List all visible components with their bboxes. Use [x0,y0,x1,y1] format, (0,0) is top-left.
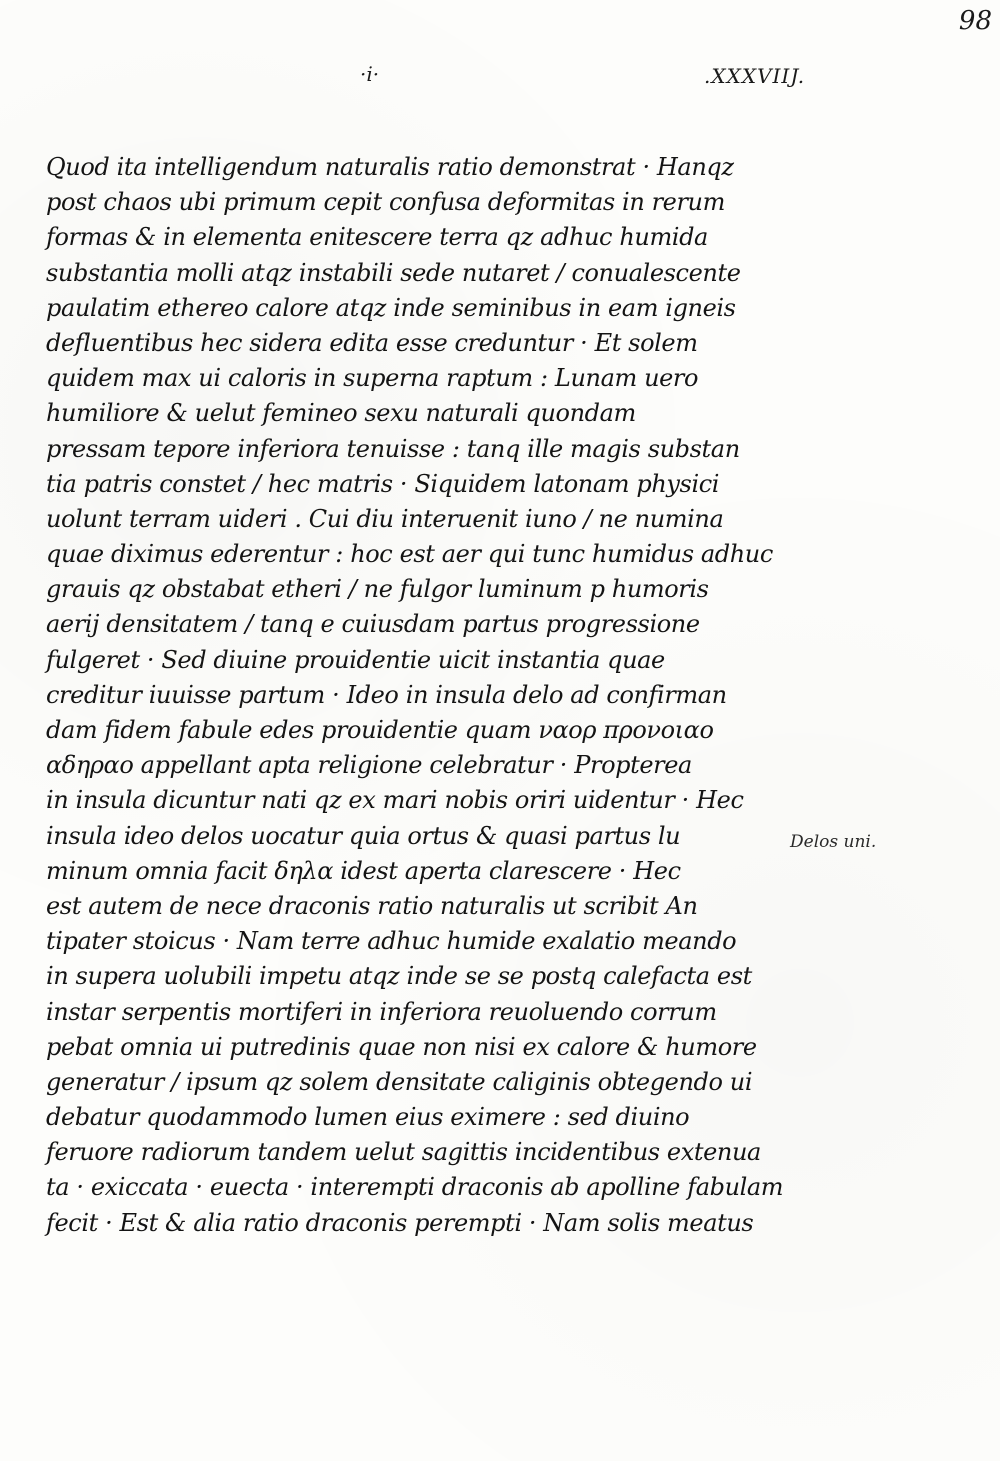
text-line: grauis qz obstabat etheri / ne fulgor luminum p humoris [46,575,709,604]
text-line: est autem de nece draconis ratio naturalis ut scribit An [46,891,698,920]
text-line: fecit · Est & alia ratio draconis perempti · Nam solis meatus [46,1208,754,1237]
text-line: αδηραο appellant apta religione celebratur · Propterea [46,751,692,780]
text-line: uolunt terram uideri . Cui diu interuenit iuno / ne numina [46,504,724,533]
text-line: fulgeret · Sed diuine prouidentie uicit instantia quae [46,645,665,674]
text-line: in supera uolubili impetu atqz inde se se postq calefacta est [46,962,752,991]
text-line: pressam tepore inferiora tenuisse : tanq ille magis substan [46,434,740,463]
text-line: ta · exiccata · euecta · interempti draconis ab apolline fabulam [46,1173,784,1202]
text-line: dam fidem fabule edes prouidentie quam ναορ προνοιαο [46,716,714,744]
manuscript-text-block [46,150,784,1241]
text-line: in insula dicuntur nati qz ex mari nobis oriri uidentur · Hec [46,786,744,815]
folio-number: 98 [958,6,992,36]
text-line: quae diximus ederentur : hoc est aer qui tunc humidus adhuc [46,540,773,569]
text-line: post chaos ubi primum cepit confusa deformitas in rerum [46,188,725,217]
text-line: defluentibus hec sidera edita esse creduntur · Et solem [46,328,698,357]
text-line: generatur / ipsum qz solem densitate caliginis obtegendo ui [46,1067,753,1096]
text-line: insula ideo delos uocatur quia ortus & quasi partus lu [46,821,681,850]
text-line: quidem max ui caloris in superna raptum : Lunam uero [46,364,699,393]
chapter-number: .XXXVIIJ. [704,64,806,88]
text-line: pebat omnia ui putredinis quae non nisi ex calore & humore [46,1032,757,1061]
signature-mark: ·i· [360,62,380,86]
text-line: aerij densitatem / tanq e cuiusdam partus progressione [46,610,700,639]
text-line: paulatim ethereo calore atqz inde seminibus in eam igneis [46,293,736,322]
margin-note: Delos uni. [790,832,877,852]
text-line: tia patris constet / hec matris · Siquidem latonam physici [46,469,720,498]
text-line: creditur iuuisse partum · Ideo in insula delo ad confirman [46,680,727,709]
text-line: substantia molli atqz instabili sede nutaret / conualescente [46,258,741,287]
text-line: instar serpentis mortiferi in inferiora reuoluendo corrum [46,997,717,1026]
text-line: minum omnia facit δηλα idest aperta clarescere · Hec [46,856,681,885]
text-line: feruore radiorum tandem uelut sagittis incidentibus extenua [46,1138,761,1167]
text-line: humiliore & uelut femineo sexu naturali quondam [46,399,636,428]
text-line: formas & in elementa enitescere terra qz adhuc humida [46,223,708,252]
text-line: Quod ita intelligendum naturalis ratio demonstrat · Hanqz [46,153,734,181]
text-line: tipater stoicus · Nam terre adhuc humide exalatio meando [46,927,737,956]
text-line: debatur quodammodo lumen eius eximere : sed diuino [46,1103,690,1132]
